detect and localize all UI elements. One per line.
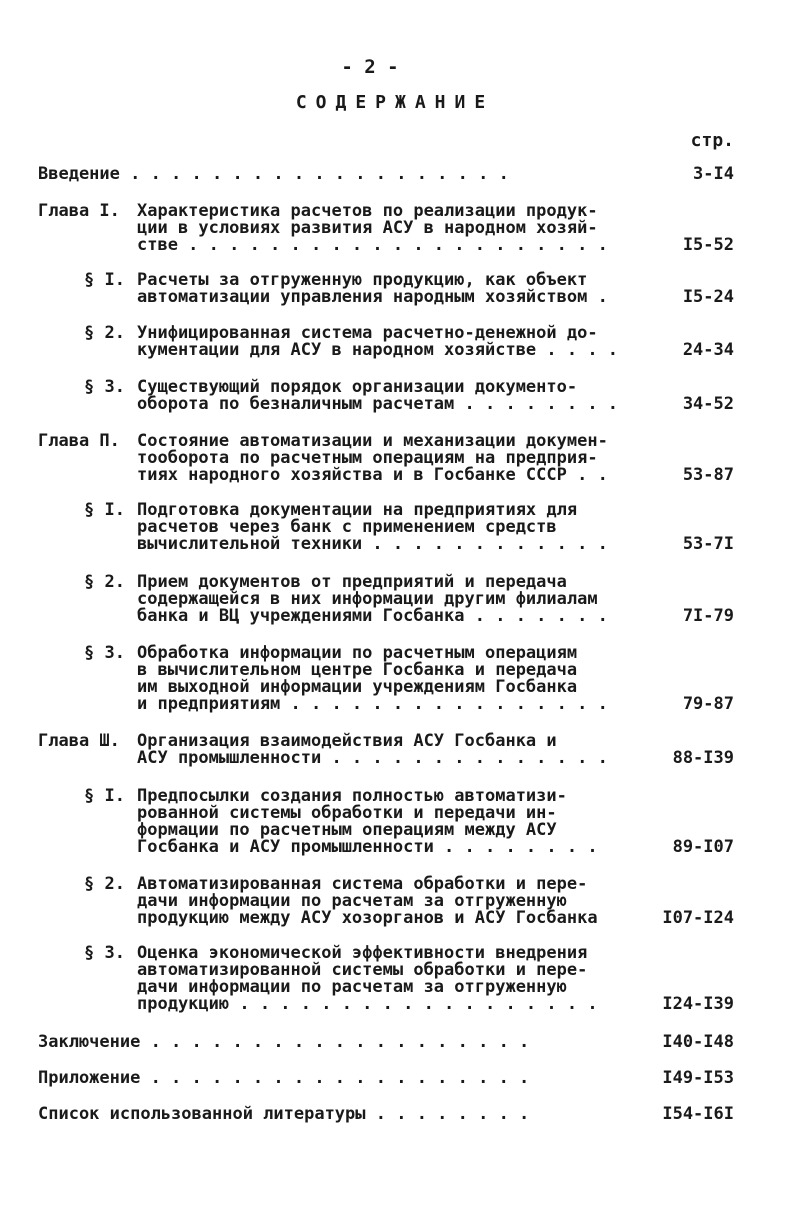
toc-entry-pages: 24-34 xyxy=(682,340,734,360)
toc-entry-label: Глава I. xyxy=(38,201,120,221)
toc-entry-line: Список использованной литературы . . . . . . . . xyxy=(38,1104,530,1124)
toc-entry-label: § I. xyxy=(84,270,125,290)
toc-entry-label: § 2. xyxy=(84,874,125,894)
toc-entry-pages: I07-I24 xyxy=(662,908,734,928)
toc-entry-label: § 2. xyxy=(84,323,125,343)
toc-entry-line: Прием документов от предприятий и передача xyxy=(137,572,567,592)
toc-entry-line: и предприятиям . . . . . . . . . . . . . . . . xyxy=(137,694,608,714)
toc-entry-line: автоматизированной системы обработки и пере- xyxy=(137,960,588,980)
toc-entry-line: Приложение . . . . . . . . . . . . . . . . . . . xyxy=(38,1068,530,1088)
toc-entry-label: Глава П. xyxy=(38,431,120,451)
toc-entry-line: тооборота по расчетным операциям на предприя- xyxy=(137,448,598,468)
page-number: - 2 - xyxy=(341,56,399,78)
toc-entry-text xyxy=(137,502,647,553)
toc-entry-pages: 89-I07 xyxy=(672,837,734,857)
toc-entry-pages: I5-24 xyxy=(682,287,734,307)
toc-entry-text xyxy=(137,733,647,767)
toc-entry-label: § 2. xyxy=(84,572,125,592)
toc-entry-text xyxy=(137,325,647,359)
toc-entry-pages: 34-52 xyxy=(682,394,734,414)
toc-entry-line: банка и ВЦ учреждениями Госбанка . . . . . . . xyxy=(137,606,608,626)
toc-entry-line: Унифицированная система расчетно-денежной до- xyxy=(137,323,598,343)
toc-entry-line: тиях народного хозяйства и в Госбанке СССР . . xyxy=(137,465,608,485)
toc-entry-text xyxy=(137,272,647,306)
toc-entry-line: Состояние автоматизации и механизации докумен- xyxy=(137,431,608,451)
toc-entry-text xyxy=(137,379,647,413)
toc-entry-text xyxy=(137,945,647,1013)
toc-entry-pages: I40-I48 xyxy=(662,1032,734,1052)
toc-entry-pages: 53-7I xyxy=(682,534,734,554)
toc-entry-pages: I54-I6I xyxy=(662,1104,734,1124)
toc-entry-text xyxy=(38,166,548,183)
toc-entry-text xyxy=(137,433,647,484)
toc-entry-text xyxy=(38,1070,548,1087)
toc-entry-line: Расчеты за отгруженную продукцию, как объект xyxy=(137,270,588,290)
toc-entry-text xyxy=(38,1034,548,1051)
toc-entry-pages: 53-87 xyxy=(682,465,734,485)
toc-entry-line: Подготовка документации на предприятиях для xyxy=(137,500,578,520)
toc-entry-text xyxy=(38,1106,548,1123)
toc-entry-line: продукцию . . . . . . . . . . . . . . . . . . xyxy=(137,994,598,1014)
toc-entry-line: Существующий порядок организации документо- xyxy=(137,377,578,397)
toc-entry-text xyxy=(137,876,647,927)
toc-entry-label: § I. xyxy=(84,786,125,806)
toc-entry-label: Глава Ш. xyxy=(38,731,120,751)
toc-entry-text xyxy=(137,574,647,625)
toc-entry-line: Характеристика расчетов по реализации продук- xyxy=(137,201,598,221)
toc-entry-line: оборота по безналичным расчетам . . . . . . . . xyxy=(137,394,619,414)
toc-entry-pages: I49-I53 xyxy=(662,1068,734,1088)
toc-entry-line: ции в условиях развития АСУ в народном хозяй- xyxy=(137,218,598,238)
toc-entry-line: Заключение . . . . . . . . . . . . . . . . . . . xyxy=(38,1032,530,1052)
toc-entry-line: рованной системы обработки и передачи ин- xyxy=(137,803,557,823)
toc-entry-label: § 3. xyxy=(84,643,125,663)
toc-entry-line: Обработка информации по расчетным операциям xyxy=(137,643,578,663)
toc-entry-line: формации по расчетным операциям между АСУ xyxy=(137,820,557,840)
toc-entry-line: кументации для АСУ в народном хозяйстве . . . . xyxy=(137,340,619,360)
toc-entry-line: вычислительной техники . . . . . . . . . . . . xyxy=(137,534,608,554)
toc-entry-text xyxy=(137,203,647,254)
toc-entry-line: Госбанка и АСУ промышленности . . . . . . . . xyxy=(137,837,598,857)
toc-entry-line: расчетов через банк с применением средств xyxy=(137,517,557,537)
toc-entry-line: Оценка экономической эффективности внедрения xyxy=(137,943,588,963)
toc-entry-pages: 79-87 xyxy=(682,694,734,714)
toc-entry-label: § I. xyxy=(84,500,125,520)
toc-entry-pages: I24-I39 xyxy=(662,994,734,1014)
toc-entry-label: § 3. xyxy=(84,377,125,397)
toc-entry-line: стве . . . . . . . . . . . . . . . . . . . . . xyxy=(137,235,608,255)
toc-entry-line: в вычислительном центре Госбанка и передача xyxy=(137,660,578,680)
toc-entry-pages: 3-I4 xyxy=(693,164,734,184)
toc-entry-line: Предпосылки создания полностью автоматизи- xyxy=(137,786,567,806)
toc-entry-line: им выходной информации учреждениям Госбанка xyxy=(137,677,578,697)
toc-entry-pages: 88-I39 xyxy=(672,748,734,768)
toc-entry-line: Автоматизированная система обработки и пере- xyxy=(137,874,588,894)
toc-entry-line: Введение . . . . . . . . . . . . . . . . . . . xyxy=(38,164,509,184)
page-column-header: стр. xyxy=(690,130,734,151)
toc-entry-label: § 3. xyxy=(84,943,125,963)
toc-entry-line: Организация взаимодействия АСУ Госбанка и xyxy=(137,731,557,751)
toc-entry-pages: 7I-79 xyxy=(682,606,734,626)
toc-entry-line: дачи информации по расчетам за отгруженную xyxy=(137,977,567,997)
toc-entry-line: продукцию между АСУ хозорганов и АСУ Госбанка xyxy=(137,908,598,928)
toc-entry-line: дачи информации по расчетам за отгруженную xyxy=(137,891,567,911)
toc-entry-line: АСУ промышленности . . . . . . . . . . . . . . xyxy=(137,748,608,768)
page-title: СОДЕРЖАНИЕ xyxy=(295,92,495,113)
toc-entry-line: автоматизации управления народным хозяйством . xyxy=(137,287,608,307)
toc-entry-text xyxy=(137,645,647,713)
toc-entry-text xyxy=(137,788,647,856)
toc-entry-line: содержащейся в них информации другим филиалам xyxy=(137,589,598,609)
toc-entry-pages: I5-52 xyxy=(682,235,734,255)
